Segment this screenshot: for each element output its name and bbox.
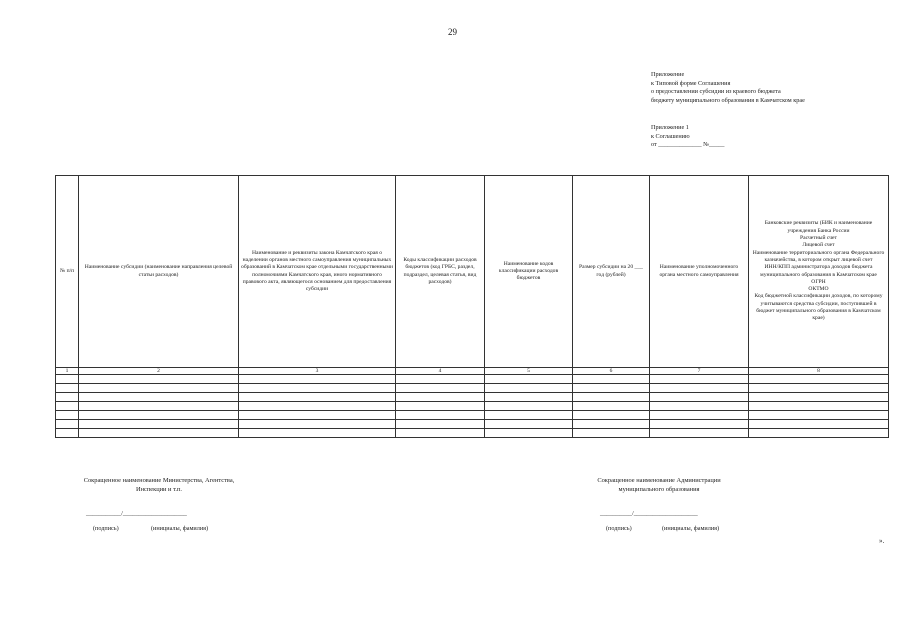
page-number: 29 <box>448 27 457 37</box>
closing-quote: ». <box>879 537 885 545</box>
bank-details-line: ОГРН <box>811 278 826 285</box>
bank-details-line: Лицевой счет <box>802 242 835 249</box>
appendix-header <box>651 71 805 105</box>
table-row <box>56 375 889 384</box>
table-cell <box>573 402 650 411</box>
table-cell <box>749 411 889 420</box>
table-cell <box>56 420 79 429</box>
appendix-one-line: от ______________ №_____ <box>651 141 725 149</box>
table-cell <box>650 420 749 429</box>
table-cell <box>650 402 749 411</box>
header-bank-details <box>749 176 889 368</box>
table-cell <box>56 402 79 411</box>
ministry-initials-caption: (инициалы, фамилия) <box>151 525 209 532</box>
table-cell <box>79 402 239 411</box>
appendix-one-line: к Соглашению <box>651 132 690 140</box>
appendix-header-line: бюджету муниципального образования в Камчатском крае <box>651 96 805 104</box>
table-row <box>56 420 889 429</box>
table-cell <box>573 411 650 420</box>
table-cell <box>650 384 749 393</box>
bank-details-line: Расчетный счет <box>800 235 837 242</box>
table-cell <box>56 384 79 393</box>
table-cell <box>749 429 889 438</box>
header-subsidy-name: Наименование субсидии (наименование направления целевой статьи расходов) <box>79 176 239 368</box>
table-cell <box>79 375 239 384</box>
column-number: 1 <box>56 368 79 375</box>
administration-signature-line: __________/____________________ <box>600 510 698 517</box>
table-cell <box>650 411 749 420</box>
bank-details-line: ОКТМО <box>808 286 829 293</box>
column-number: 4 <box>396 368 485 375</box>
table-cell <box>749 375 889 384</box>
table-cell <box>79 411 239 420</box>
table-cell <box>749 402 889 411</box>
table-cell <box>485 393 573 402</box>
table-cell <box>650 375 749 384</box>
table-cell <box>239 411 396 420</box>
table-row <box>56 429 889 438</box>
ministry-signature-title: Сокращенное наименование Министерства, Агентства, Инспекции и т.п. <box>83 477 235 493</box>
table-row <box>56 384 889 393</box>
table-cell <box>396 393 485 402</box>
administration-signature-title: Сокращенное наименование Администрации муниципального образования <box>597 477 721 493</box>
table-cell <box>485 429 573 438</box>
bank-details-line: Наименование территориального органа Федерального казначейства, в котором открыт лицевой счет <box>752 249 885 263</box>
table-cell <box>56 411 79 420</box>
administration-initials-caption: (инициалы, фамилия) <box>662 525 720 532</box>
table-cell <box>239 402 396 411</box>
table-cell <box>79 420 239 429</box>
column-number: 5 <box>485 368 573 375</box>
appendix-one-line: Приложение 1 <box>651 124 689 131</box>
table-cell <box>485 402 573 411</box>
ministry-signature-line: ___________/____________________ <box>86 510 187 517</box>
table-cell <box>573 375 650 384</box>
table-cell <box>396 411 485 420</box>
column-number-row <box>56 368 889 375</box>
header-subsidy-amount: Размер субсидии на 20 ___ год (рублей) <box>573 176 650 368</box>
table-cell <box>485 420 573 429</box>
table-cell <box>650 429 749 438</box>
header-law-details: Наименование и реквизиты закона Камчатского края о наделении органов местного самоуправления муниципальных образований в Камчатском крае отдельными государственными полномочиями Камчатского края, иного нормативного правового акта, являющегося основанием для предоставления субсидии <box>239 176 396 368</box>
column-number: 2 <box>79 368 239 375</box>
table-cell <box>56 393 79 402</box>
table-row <box>56 402 889 411</box>
administration-signature-caption: (подпись) <box>606 525 632 532</box>
ministry-signature-caption: (подпись) <box>93 525 119 532</box>
table-cell <box>396 375 485 384</box>
table-cell <box>749 420 889 429</box>
table-cell <box>573 393 650 402</box>
table-row <box>56 411 889 420</box>
table-cell <box>239 384 396 393</box>
header-number: № п/п <box>56 176 79 368</box>
table-cell <box>239 375 396 384</box>
bank-details-line: Банковские реквизиты (БИК и наименование учреждения Банка России <box>764 220 873 234</box>
header-code-names: Наименование кодов классификации расходов бюджетов <box>485 176 573 368</box>
appendix-header-line: к Типовой форме Соглашения <box>651 79 731 87</box>
column-number: 7 <box>650 368 749 375</box>
table-cell <box>573 384 650 393</box>
table-cell <box>56 429 79 438</box>
bank-details-line: ИНН/КПП администратора доходов бюджета муниципального образования в Камчатском крае <box>760 264 877 278</box>
column-number: 6 <box>573 368 650 375</box>
table-cell <box>239 420 396 429</box>
table-cell <box>79 393 239 402</box>
table-cell <box>485 411 573 420</box>
table-cell <box>239 393 396 402</box>
table-cell <box>573 429 650 438</box>
appendix-one-header <box>651 124 725 150</box>
table-cell <box>79 384 239 393</box>
table-cell <box>650 393 749 402</box>
subsidy-table <box>55 175 889 438</box>
table-cell <box>239 429 396 438</box>
table-cell <box>396 384 485 393</box>
table-cell <box>573 420 650 429</box>
header-authorized-body: Наименование уполномоченного органа местного самоуправления <box>650 176 749 368</box>
table-cell <box>79 429 239 438</box>
column-number: 8 <box>749 368 889 375</box>
table-cell <box>396 402 485 411</box>
table-cell <box>749 384 889 393</box>
table-cell <box>56 375 79 384</box>
table-cell <box>485 384 573 393</box>
column-number: 3 <box>239 368 396 375</box>
header-classification-codes: Коды классификации расходов бюджетов (код ГРБС, раздел, подраздел, целевая статья, вид расходов) <box>396 176 485 368</box>
table-row <box>56 393 889 402</box>
table-cell <box>396 429 485 438</box>
bank-details-line: Код бюджетной классификации доходов, по которому учитываются средства субсидии, поступившей в бюджет муниципального образования в Камчатском крае) <box>754 293 883 322</box>
table-cell <box>749 393 889 402</box>
table-cell <box>396 420 485 429</box>
table-cell <box>485 375 573 384</box>
appendix-header-line: о предоставлении субсидии из краевого бюджета <box>651 88 781 96</box>
appendix-header-line: Приложение <box>651 71 685 78</box>
